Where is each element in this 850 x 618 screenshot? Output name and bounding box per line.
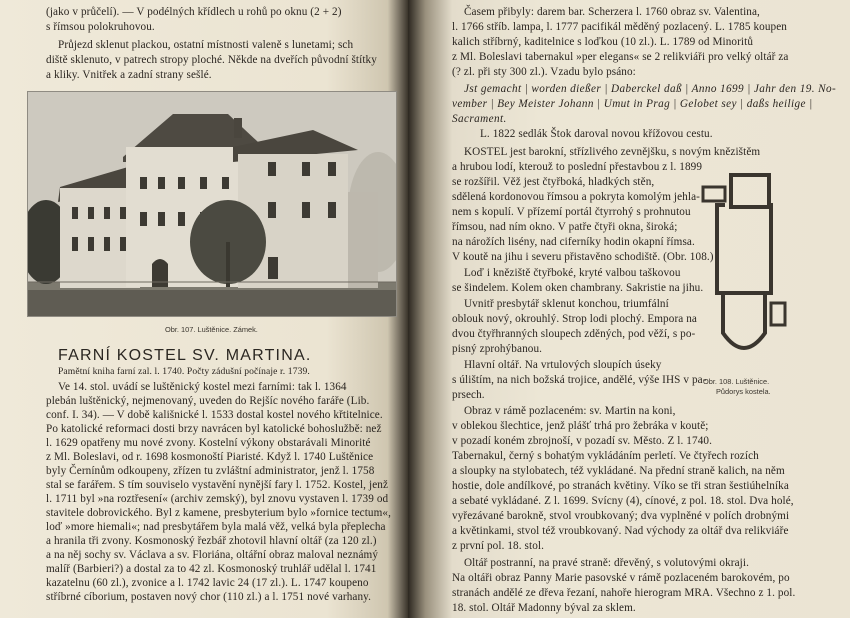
text-line: Obraz v rámě pozlaceném: sv. Martin na koni, [464, 405, 676, 417]
text-line: z Ml. Boleslavi tabernakul »per elegans« se 2 relikviáři pro velký oltář za [452, 51, 789, 63]
text-line: vyřezávané barokně, stvol vroubkovaný; dva vyplněné v polích drobnými [452, 510, 790, 522]
floor-plan-drawing [697, 173, 792, 365]
text-line: pisný zprohýbanou. [452, 343, 543, 355]
text-line: Loď i kněziště čtyřboké, kryté valbou taškovou [464, 267, 681, 279]
text-line: a sebaté vykládané. Z l. 1699. Svícny (4), cínové, z pol. 18. stol. Dva holé, [452, 495, 794, 507]
text-line: z první pol. 18. stol. [452, 540, 545, 552]
text-line: na nárožích lisény, nad ciferníky hodin okapní římsa. [452, 236, 695, 248]
text-line: a hrubou lodí, kterouž to poslední přestavbou z l. 1899 [452, 161, 703, 173]
chateau-photo [27, 91, 397, 317]
text-line: (jako v průčelí). — V podélných křídlech u rohů po oknu (2 + 2) [46, 6, 342, 18]
text-line: (? zl. při sty 300 zl.). Vzadu bylo psáno: [452, 66, 636, 78]
chateau-illustration [28, 92, 396, 316]
text-line: sdělená kordonovou římsou a pokryta komolým jehla- [452, 191, 700, 203]
plan-caption: Obr. 108. Luštěnice. [703, 377, 770, 386]
text-line: Na oltáři obraz Panny Marie pasovské v rámě pozlaceném barokovém, po [452, 572, 790, 584]
text-line: plebán luštěnický, nejmenovaný, uveden do Rejšíc nového faráře (Lib. [46, 395, 370, 407]
text-line: stal se farářem. S tím souviselo vystavění nynější fary l. 1752. Kostel, jenž [46, 479, 389, 491]
photo-caption: Obr. 107. Luštěnice. Zámek. [165, 325, 258, 334]
text-line: malíř (Barbieri?) a dostal za to 42 zl. Kosmonoský truhlář udělal l. 1741 [46, 563, 377, 575]
text-line: Průjezd sklenut plackou, ostatní místnosti valeně s lunetami; sch [58, 39, 354, 51]
text-line: Oltář postranní, na pravé straně: dřevěný, s volutovými okraji. [464, 557, 749, 569]
text-line: a květinkami, stvol též vroubkovaný. Nad východy za oltář dva relikviáře [452, 525, 789, 537]
text-line: KOSTEL jest barokní, střízlivého zevnějšku, s novým knězištěm [464, 146, 761, 158]
text-line: l. 1766 stříb. lampa, l. 1777 pacifikál měděný pozlacený. L. 1785 koupen [452, 21, 787, 33]
text-line: Uvnitř presbytář sklenut konchou, triumfální [464, 298, 669, 310]
text-line: a kliky. Vnitřek a zadní strany sešlé. [46, 69, 212, 81]
text-line: oblouk nový, okrouhlý. Strop lodi plochý. Empora na [452, 313, 697, 325]
text-line: se rozšířil. Věž jest čtyřboká, hladkých stěn, [452, 176, 655, 188]
text-line: loď »more hiemali«; nad presbytářem byla malá věž, velká byla přeplecha [46, 521, 386, 533]
text-line: L. 1822 sedlák Štok daroval novou křížovou cestu. [480, 128, 713, 140]
text-line: a na něj sochy sv. Václava a sv. Floriána, oltářní obraz maloval neznámý [46, 549, 379, 561]
church-floor-plan [697, 173, 792, 365]
text-line: stříbrné cíborium, postaven nový chor (110 zl.) a l. 1751 nové varhany. [46, 591, 372, 603]
text-line: l. 1629 opatřeny mu nové zvony. Kostelní výkony obstarávali Minorité [46, 437, 371, 449]
text-line: V koutě na jihu i severu přistavěno schodiště. (Obr. 108.) [452, 251, 714, 263]
text-line: v oblekou šlechtice, jenž plášť trhá pro žebráka v koutě; [452, 420, 709, 432]
text-line: Ve 14. stol. uvádí se luštěnický kostel mezi farními: tak l. 1364 [58, 381, 347, 393]
text-line: stranách andělé ze dřeva řezaní, nahoře hierogram MRA. Všechno z 1. pol. [452, 587, 796, 599]
plan-caption: Půdorys kostela. [716, 387, 771, 396]
text-line: l. 1711 byl »na roztřesení« (archiv zemský), byl znovu vystaven l. 1739 od [46, 493, 389, 505]
text-line: se šindelem. Kolem oken chambrany. Sakristie na jihu. [452, 282, 704, 294]
text-line: stavitele dobrovického. Byl z kamene, presbyterium bylo »fornice tectum«, [46, 507, 392, 519]
text-line: a sloupky na stylobatech, též vykládané. Na přední straně kalich, na něm [452, 465, 785, 477]
text-line: Jst gemacht | worden dießer | Daberckel daß | Anno 1699 | Jahr den 19. No- [464, 83, 837, 95]
text-line: Hlavní oltář. Na vrtulových sloupích úseky [464, 359, 662, 371]
text-line: Po katolické reformaci dosti brzy navrácen byl katolické bohoslužbě: než [46, 423, 382, 435]
text-line: nem s kopulí. V přízemí portál čtyrrohý s prohnutou [452, 206, 691, 218]
text-line: kalich stříbrný, kaditelnice s loďkou (10 zl.). L. 1789 od Minoritů [452, 36, 754, 48]
text-line: římsou, nad ním okno. V patře čtyři okna, široká; [452, 221, 678, 233]
text-line: kazatelnu (60 zl.), zvonice a l. 1742 lavic 24 (17 zl.). L. 1747 koupeno [46, 577, 369, 589]
text-line: hostie, dole andílkové, po stranách květiny. Víko se tři stran šestiúhelníka [452, 480, 789, 492]
text-line: prsech. [452, 389, 485, 401]
text-line: dvou čtyřhranných sloupech zděných, pod věží, s po- [452, 328, 696, 340]
text-line: Tabernakul, černý s bohatým vykládáním perletí. Ve čtyřech rozích [452, 450, 759, 462]
text-line: z Ml. Boleslavi, od r. 1698 kosmonoští Piaristé. Když l. 1740 Luštěnice [46, 451, 374, 463]
text-line: a hranila tři zvony. Kosmonoský řezbář zhotovil hlavní oltář (za 120 zl.) [46, 535, 377, 547]
text-line: 18. stol. Oltář Madonny býval za sklem. [452, 602, 636, 614]
text-line: v pozadí koném zbrojnoší, v pozadí sv. Město. Z l. 1740. [452, 435, 712, 447]
text-line: byly Černínům odkoupeny, zřízen tu zvláštní administrator, jenž l. 1758 [46, 465, 375, 477]
text-line: s římsou polokruhovou. [46, 21, 155, 33]
text-line: vember | Bey Meister Johann | Umut in Prag | Gelobet sey | daßs heilige | [452, 98, 813, 110]
text-line: s úlištím, na nich božská trojice, andělé, výše IHS v pa- [452, 374, 707, 386]
text-line: Sacrament. [452, 113, 507, 125]
section-heading: FARNÍ KOSTEL SV. MARTINA. [58, 347, 312, 364]
section-subheading: Pamětní kniha farní zal. l. 1740. Počty zádušní počínaje r. 1739. [58, 366, 310, 377]
text-line: conf. I. 34). — V době kališnické l. 1533 dostal kostel nového křtitelnice. [46, 409, 383, 421]
left-page [0, 0, 408, 618]
text-line: Časem přibyly: darem bar. Scherzera l. 1760 obraz sv. Valentina, [464, 6, 760, 18]
text-line: diště sklenuto, v patrech stropy ploché. Někde na dveřích původní štítky [46, 54, 377, 66]
